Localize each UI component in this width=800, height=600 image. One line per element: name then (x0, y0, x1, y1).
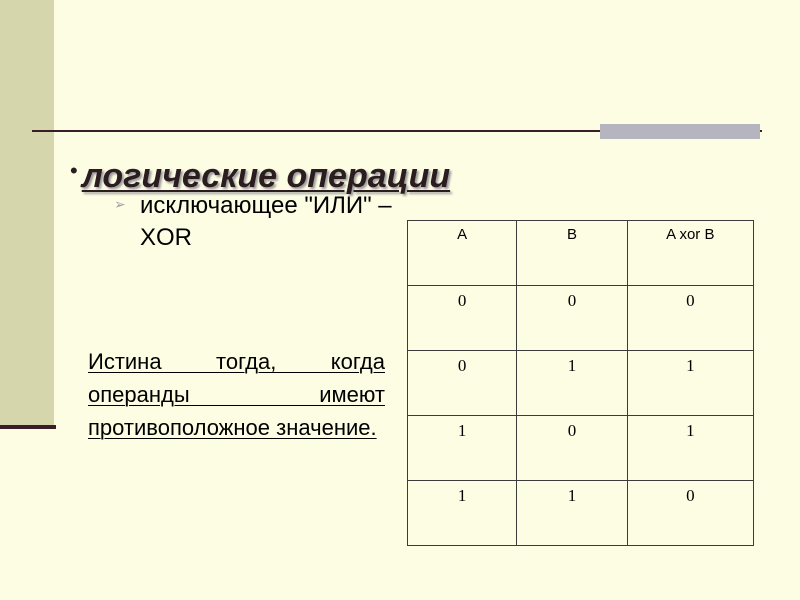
cell-xor: 1 (627, 351, 753, 416)
header-b: B (517, 221, 627, 286)
table-row (408, 286, 754, 351)
left-decorative-bar (0, 0, 54, 428)
top-divider-accent (600, 124, 760, 139)
cell-b: 0 (517, 416, 627, 481)
cell-xor: 0 (627, 286, 753, 351)
cell-b: 0 (517, 286, 627, 351)
left-bar-underline (0, 425, 56, 429)
slide-title-block (70, 156, 450, 196)
cell-a: 1 (408, 416, 517, 481)
slide-title: логические операции (81, 157, 451, 195)
cell-b: 1 (517, 481, 627, 546)
cell-b: 1 (517, 351, 627, 416)
header-a-xor-b: A xor B (627, 221, 753, 286)
title-bullet-icon: • (70, 158, 78, 183)
cell-a: 1 (408, 481, 517, 546)
cell-xor: 1 (627, 416, 753, 481)
sub-bullet-arrow-icon: ➢ (114, 196, 126, 212)
table-row (408, 481, 754, 546)
cell-a: 0 (408, 351, 517, 416)
table-row (408, 416, 754, 481)
cell-a: 0 (408, 286, 517, 351)
table-row (408, 351, 754, 416)
subtitle-xor: исключающее "ИЛИ" –XOR (140, 192, 392, 251)
truth-table (407, 220, 754, 546)
header-a: A (408, 221, 517, 286)
cell-xor: 0 (627, 481, 753, 546)
description-text: Истина тогда, когда операнды имеют противоположное значение. (88, 349, 385, 440)
table-header-row (408, 221, 754, 286)
